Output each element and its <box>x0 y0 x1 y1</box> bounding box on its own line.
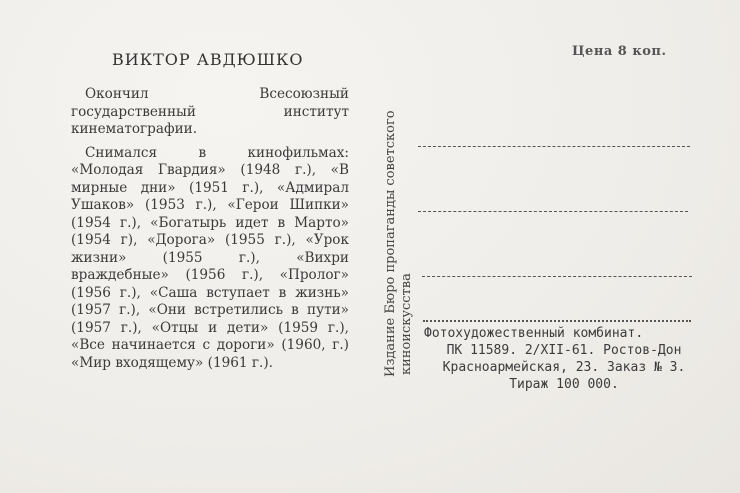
print-imprint <box>424 325 704 393</box>
bio-filmography: Снимался в кинофильмах: «Молодая Гвардия» (1948 г.), «В мирные дни» (1951 г.), «Адмирал Ушаков» (1953 г.), «Герои Шипки» (1954 г.), «Богатырь идет в Марто» (1954 г), «Дорога» (1955 г.), «Урок жизни» (1955 г.), «Вихри враждебные» (1956 г.), «Пролог» (1956 г.), «Саша вступает в жизнь» (1957 г.), «Они встретились в пути» (1957 г.), «Отцы и дети» (1959 г.), «Все начинается с дороги» (1960, г.) «Мир входящему» (1961 г.). <box>71 144 349 371</box>
address-line <box>418 146 690 147</box>
imprint-line-1: Фотохудожественный комбинат. <box>424 326 644 341</box>
actor-biography <box>71 86 349 372</box>
publisher-line-2: киноискусства <box>398 273 414 375</box>
imprint-line-2: ПК 11589. 2/XII-61. Ростов-Дон <box>446 343 682 358</box>
publisher-credit <box>383 67 413 377</box>
actor-name: ВИКТОР АВДЮШКО <box>112 50 304 69</box>
address-line <box>418 211 688 212</box>
bio-education: Окончил Всесоюзный государственный институт кинематографии. <box>71 86 349 137</box>
publisher-line-1: Издание Бюро пропаганды советского <box>383 110 398 377</box>
address-line <box>422 276 692 277</box>
imprint-divider <box>423 320 691 322</box>
imprint-line-3: Красноармейская, 23. Заказ № 3. <box>442 360 686 375</box>
imprint-line-4: Тираж 100 000. <box>509 377 619 392</box>
price-label: Цена 8 коп. <box>572 44 667 59</box>
